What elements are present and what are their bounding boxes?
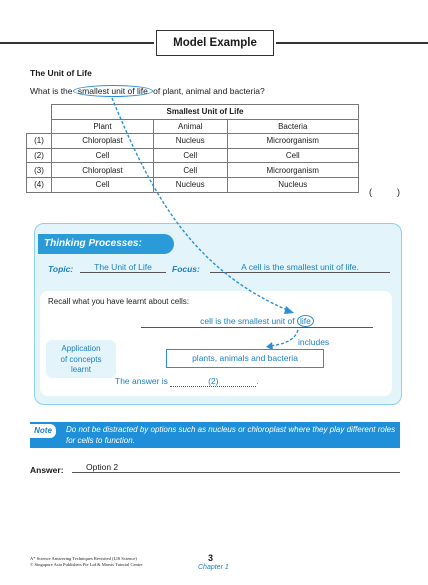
cell-bacteria: Microorganism	[227, 134, 359, 149]
answer-parens: ( )	[369, 187, 400, 197]
options-table	[26, 104, 359, 193]
question-subheading: The Unit of Life	[30, 68, 92, 78]
col-header-plant: Plant	[52, 119, 154, 134]
cell-statement-text: cell is the smallest unit of	[200, 316, 297, 326]
table-row	[27, 177, 359, 192]
answer-is-label: The answer is	[115, 376, 168, 386]
page-title: Model Example	[156, 30, 274, 56]
question-part-2: of plant, animal and bacteria?	[150, 86, 265, 96]
answer-value: Option 2	[72, 462, 400, 473]
application-line-1: Application	[61, 344, 101, 353]
footer-line-2: © Singapore Asia Publishers Pte Ltd & Marsis Tutorial Centre	[30, 562, 143, 567]
col-header-bacteria: Bacteria	[227, 119, 359, 134]
page-number: 3	[208, 553, 214, 563]
chapter-label: Chapter 1	[198, 564, 229, 571]
cell-plant: Cell	[52, 177, 154, 192]
footer-credits	[30, 556, 143, 568]
cell-statement	[141, 315, 373, 328]
topic-value: The Unit of Life	[80, 262, 166, 273]
note-text: Do not be distracted by options such as nucleus or chloroplast where they play different roles for cells to function.	[66, 425, 396, 445]
question-highlight: smallest unit of life	[73, 85, 153, 97]
cell-plant: Cell	[52, 148, 154, 163]
cell-bacteria: Microorganism	[227, 163, 359, 178]
answer-is-line: The answer is (2) .	[115, 376, 259, 386]
question-part-1: What is the	[30, 86, 75, 96]
thinking-header: Thinking Processes:	[38, 234, 174, 254]
row-number: (1)	[27, 134, 52, 149]
cell-animal: Cell	[153, 163, 227, 178]
cell-animal: Cell	[153, 148, 227, 163]
application-box	[46, 340, 116, 378]
row-number: (4)	[27, 177, 52, 192]
table-empty-cell	[27, 119, 52, 134]
focus-value: A cell is the smallest unit of life.	[210, 262, 390, 273]
footer-line-1: A* Science Answering Techniques Revisited (LIS Science)	[30, 556, 137, 561]
topic-label: Topic:	[48, 264, 74, 274]
question-text	[30, 85, 265, 97]
table-header-row	[27, 119, 359, 134]
cell-animal: Nucleus	[153, 134, 227, 149]
table-empty-corner	[27, 105, 52, 120]
cell-plant: Chloroplast	[52, 163, 154, 178]
answer-label: Answer:	[30, 465, 64, 475]
table-title: Smallest Unit of Life	[52, 105, 359, 120]
table-row	[27, 163, 359, 178]
focus-label: Focus:	[172, 264, 200, 274]
cell-animal: Nucleus	[153, 177, 227, 192]
cell-plant: Chloroplast	[52, 134, 154, 149]
row-number: (2)	[27, 148, 52, 163]
recall-text: Recall what you have learnt about cells:	[48, 297, 189, 306]
life-circled: life	[297, 315, 314, 327]
row-number: (3)	[27, 163, 52, 178]
cell-bacteria: Nucleus	[227, 177, 359, 192]
application-line-3: learnt	[70, 365, 91, 374]
cell-bacteria: Cell	[227, 148, 359, 163]
includes-label: includes	[298, 337, 330, 347]
application-line-2: of concepts	[60, 354, 102, 364]
col-header-animal: Animal	[153, 119, 227, 134]
note-tag: Note	[30, 424, 56, 438]
table-title-row	[27, 105, 359, 120]
table-row	[27, 134, 359, 149]
plants-box: plants, animals and bacteria	[166, 349, 324, 368]
answer-is-value: (2)	[170, 376, 256, 387]
table-row	[27, 148, 359, 163]
